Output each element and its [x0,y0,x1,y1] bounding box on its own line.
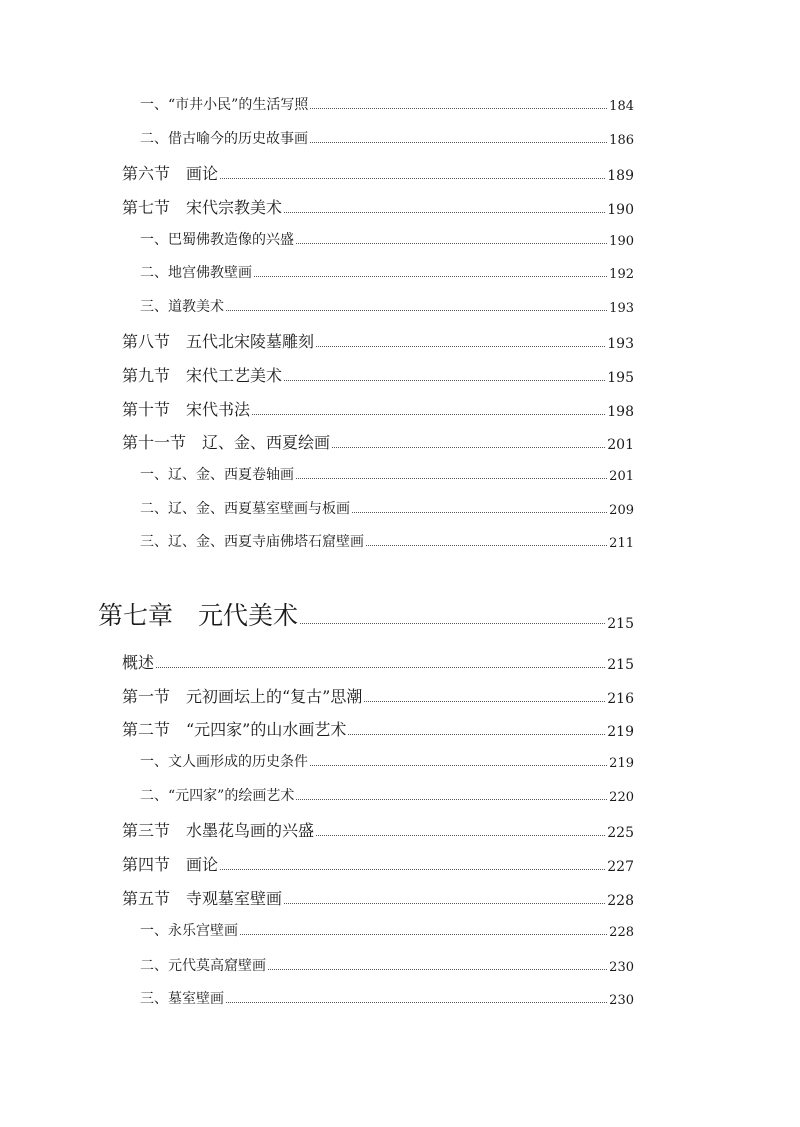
toc-entry-title: 第四节 画论 [122,855,219,874]
toc-entry-title: 第九节 宋代工艺美术 [122,366,283,385]
toc-entry-page: 198 [607,404,634,420]
toc-entry-title: 一、巴蜀佛教造像的兴盛 [140,232,294,248]
toc-entry-page: 195 [607,370,634,386]
toc-leader-dots [296,478,607,479]
toc-leader-dots [254,276,607,277]
toc-leader-dots [352,512,607,513]
toc-entry-page: 216 [607,691,634,707]
toc-leader-dots [332,447,605,448]
toc-leader-dots [226,1002,607,1003]
toc-entry-page: 215 [607,657,634,673]
toc-entry-page: 230 [609,960,634,975]
toc-leader-dots [284,903,605,904]
toc-entry [140,296,634,316]
toc-entry [140,94,634,114]
toc-entry-title: 第二节 “元四家”的山水画艺术 [122,720,347,739]
toc-entry [140,988,634,1008]
toc-entry-title: 第六节 画论 [122,164,219,183]
toc-leader-dots [268,969,607,970]
toc-entry-title: 二、元代莫高窟壁画 [140,958,266,974]
toc-entry-page: 211 [609,536,634,551]
toc-entry-page: 192 [609,267,634,282]
toc-entry-page: 219 [609,756,634,771]
toc-entry-page: 220 [609,790,634,805]
toc-entry [122,650,634,673]
toc-entry-title: 一、文人画形成的历史条件 [140,754,308,770]
toc-entry-title: 三、道教美术 [140,299,224,315]
toc-entry [122,430,634,453]
toc-entry-page: 209 [609,503,634,518]
toc-leader-dots [156,667,605,668]
toc-entry-page: 189 [607,168,634,184]
toc-entry-title: 二、地宫佛教壁画 [140,265,252,281]
toc-leader-dots [316,835,605,836]
toc-entry-page: 228 [607,893,634,909]
toc-entry [122,818,634,841]
toc-leader-dots [240,934,607,935]
toc-entry-page: 225 [607,825,634,841]
toc-leader-dots [310,108,607,109]
toc-entry-title: 第八节 五代北宋陵墓雕刻 [122,332,315,351]
toc-entry [122,329,634,352]
toc-entry-title: 一、辽、金、西夏卷轴画 [140,467,294,483]
toc-entry-title: 第十节 宋代书法 [122,400,251,419]
toc-leader-dots [348,734,605,735]
toc-entry-title: 二、借古喻今的历史故事画 [140,131,308,147]
toc-entry-page: 193 [607,336,634,352]
toc-entry [122,397,634,420]
toc-entry [140,262,634,282]
toc-entry [122,717,634,740]
toc-entry [140,464,634,484]
toc-leader-dots [296,799,607,800]
toc-entry-page: 227 [607,859,634,875]
toc-entry [140,955,634,975]
toc-entry [122,363,634,386]
toc-entry-title: 二、辽、金、西夏墓室壁画与板画 [140,501,350,517]
toc-entry [140,531,634,551]
chapter-page: 215 [607,616,634,632]
toc-leader-dots [284,380,605,381]
toc-entry-title: 第十一节 辽、金、西夏绘画 [122,433,331,452]
toc-entry [122,684,634,707]
toc-entry-title: 一、“市井小民”的生活写照 [140,97,309,113]
toc-leader-dots [316,346,605,347]
toc-entry [140,785,634,805]
toc-leader-dots [310,142,607,143]
toc-entry-title: 第五节 寺观墓室壁画 [122,889,283,908]
toc-entry-page: 201 [609,469,634,484]
toc-leader-dots [252,414,605,415]
toc-entry [122,195,634,218]
toc-entry [140,498,634,518]
toc-entry-page: 228 [609,925,634,940]
chapter-heading [98,596,634,632]
toc-entry-title: 第七节 宋代宗教美术 [122,198,283,217]
toc-entry-title: 第三节 水墨花鸟画的兴盛 [122,821,315,840]
toc-entry-page: 190 [609,234,634,249]
toc-entry-page: 184 [609,99,634,114]
toc-entry [122,886,634,909]
toc-entry-page: 190 [607,202,634,218]
toc-leader-dots [284,212,605,213]
toc-entry-title: 第一节 元初画坛上的“复古”思潮 [122,687,363,706]
toc-leader-dots [220,869,605,870]
toc-entry-page: 219 [607,724,634,740]
toc-entry-title: 一、永乐宫壁画 [140,923,238,939]
chapter-title: 第七章 元代美术 [98,601,299,630]
toc-entry [140,920,634,940]
toc-entry [140,229,634,249]
toc-entry [122,852,634,875]
toc-entry-title: 概述 [122,653,155,672]
toc-leader-dots [226,310,607,311]
toc-entry [122,161,634,184]
toc-entry-title: 三、墓室壁画 [140,991,224,1007]
toc-leader-dots [300,623,605,624]
toc-leader-dots [296,243,607,244]
toc-entry-page: 201 [607,437,634,453]
toc-entry-page: 230 [609,993,634,1008]
toc-entry [140,751,634,771]
toc-leader-dots [220,178,605,179]
toc-leader-dots [364,701,605,702]
toc-leader-dots [366,545,607,546]
toc-entry-title: 二、“元四家”的绘画艺术 [140,788,295,804]
toc-entry-page: 186 [609,133,634,148]
toc-entry-page: 193 [609,301,634,316]
toc-entry-title: 三、辽、金、西夏寺庙佛塔石窟壁画 [140,534,364,550]
toc-leader-dots [310,765,607,766]
toc-entry [140,128,634,148]
